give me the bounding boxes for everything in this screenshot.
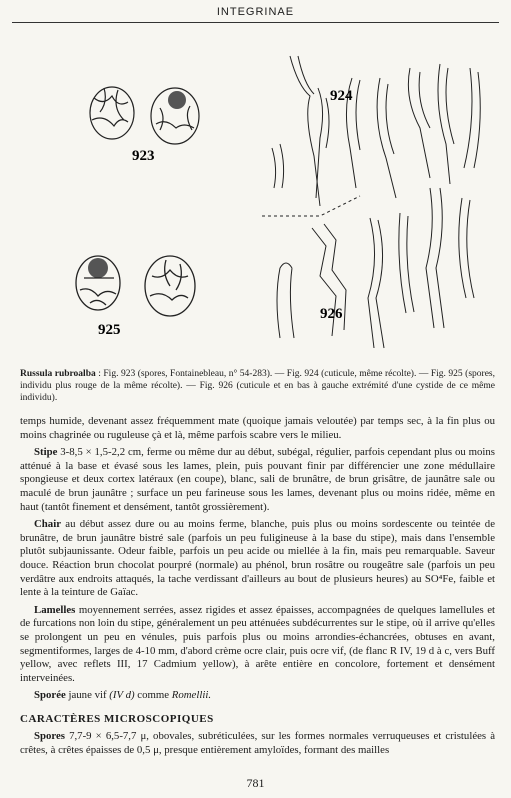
- figure-caption: [20, 368, 495, 404]
- figure-plate: [0, 28, 511, 358]
- spore-925-left-ridges: [80, 278, 116, 305]
- page-number: 781: [246, 776, 265, 790]
- caption-species: Russula rubroalba: [20, 369, 96, 379]
- section-title: CARACTÈRES MICROSCOPIQUES: [20, 712, 214, 725]
- fig-label-923: 923: [132, 148, 155, 164]
- spore-925-apiculus: [88, 258, 108, 278]
- paragraph-sporee: [20, 689, 495, 703]
- term-sporee: Sporée: [34, 689, 66, 702]
- sporee-text-b: comme: [134, 689, 172, 702]
- spore-923-left: [90, 87, 134, 139]
- figure-divider-dashed: [262, 196, 360, 216]
- term-stipe: Stipe: [34, 446, 58, 459]
- paragraph-stipe: [20, 446, 495, 514]
- body-text: [20, 415, 495, 762]
- cuticle-926-hyphae: [277, 188, 474, 348]
- term-lamelles: Lamelles: [34, 603, 76, 616]
- fig-label-926: 926: [320, 306, 343, 322]
- sporee-reference: Romellii.: [171, 689, 212, 702]
- fig-label-925: 925: [98, 322, 121, 338]
- spore-923-group: [90, 87, 199, 144]
- term-chair: Chair: [34, 518, 61, 531]
- lamelles-text: moyennement serrées, assez rigides et assez épaisses, accompagnées de quelques lamellules et de furcations non loin du stipe, généralement un peu atténuées subdécurrentes sur le stipe, où il arrive qu'elles se prolongent un peu en vénules, puis parfois plus ou moins arrondies-échancrées, obtuses en avant, segmentiformes, larges de 4-10 mm, d'abord crème ocre clair, puis ocre vif, (de flanc R IV, 19 d à c, vers Buff yellow, avec reflets III, 17 Cadmium yellow), à arête entière en concolore, fortement et densément interveinées.: [20, 603, 495, 684]
- term-spores: Spores: [34, 730, 65, 743]
- spore-923-apiculus: [168, 91, 186, 109]
- stipe-text: 3-8,5 × 1,5-2,2 cm, ferme ou même dur au début, subégal, régulier, parfois cependant plus ou moins atténué à la base et évasé sous les lames, plein, puis pouvant finir par différencier une zone médullaire spongieuse et deux cortex latéraux (en coupe), blanc, sali de brunâtre, de brun grisâtre, de jaunâtre sale ou maculé de brun jaunâtre ; surface un peu farineuse sous les lames, devenant plus ou moins ridée, même en haut (tantôt finement et densément, tantôt grossièrement).: [20, 446, 495, 513]
- spores-text: 7,7-9 × 6,5-7,7 μ, obovales, subréticulées, sur les formes normales verruqueuses et cristulées à crêtes, à crêtes épaisses de 0,5 μ, presque entièrement amyloïdes, formant des mailles: [20, 730, 495, 757]
- sporee-code: (IV d): [109, 689, 135, 702]
- cuticle-924-hyphae: [272, 56, 480, 206]
- paragraph-lamelles: [20, 604, 495, 686]
- caption-text: : Fig. 923 (spores, Fontainebleau, n° 54-283). — Fig. 924 (cuticule, même récolte). — Fig. 925 (spores, individu plus rouge de la même récolte). — Fig. 926 (cuticule et en bas à gauche extrémité d'une cystide de ce même individu).: [20, 369, 495, 403]
- paragraph-chair: [20, 518, 495, 600]
- paragraph-continuation: temps humide, devenant assez fréquemment mate (quoique jamais veloutée) par temps sec, à la fin plus ou moins chagrinée ou ruguleuse çà et là, même parfois scabre vers le milieu.: [20, 415, 495, 441]
- paragraph-spores: [20, 730, 495, 757]
- spore-923-right-ridges: [156, 106, 194, 130]
- sporee-text-a: jaune vif: [65, 689, 110, 702]
- spore-925-group: [76, 256, 195, 316]
- spore-925-right-ridges: [150, 260, 188, 300]
- fig-label-924: 924: [330, 88, 353, 104]
- chair-text: au début assez dure ou au moins ferme, blanche, puis plus ou moins sordescente ou teintée de brunâtre, de brun jaunâtre bistré sale (parfois un peu fuligineuse à la base du stipe), mais dans l'ensemble plutôt subjaunissante. Odeur faible, parfois un peu acide ou miellée à la fin, mais peu remarquable. Saveur douce. Réaction brun chocolat pourpré (normale) au phénol, brun rosâtre ou rougeâtre sale (parfois un peu verdâtre aux endroits attaqués, la tache verdissant d'ailleurs au bout de plusieurs heures) au SO⁴Fe, faible et lente à la teinture de Gaïac.: [20, 518, 495, 599]
- header-rule: [12, 22, 499, 23]
- running-header: INTEGRINAE: [216, 6, 295, 18]
